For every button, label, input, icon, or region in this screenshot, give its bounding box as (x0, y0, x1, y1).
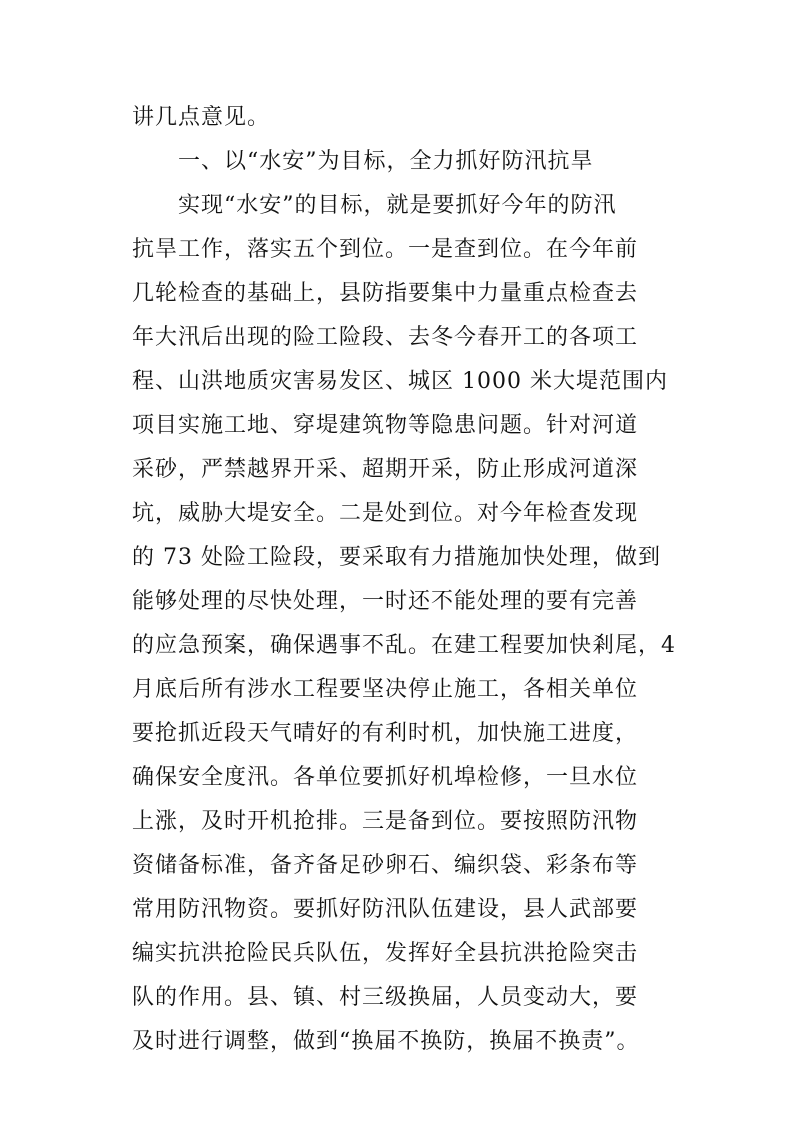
text-line: 的 73 处险工险段，要采取有力措施加快处理，做到 (132, 545, 661, 570)
text-line: 确保安全度汛。各单位要抓好机埠检修，一旦水位 (132, 765, 639, 790)
text-line: 能够处理的尽快处理，一时还不能处理的要有完善 (132, 589, 639, 614)
section-heading: 一、以“水安”为目标，全力抓好防汛抗旱 (178, 149, 594, 174)
text-line: 程、山洪地质灾害易发区、城区 1000 米大堤范围内 (132, 369, 668, 394)
text-line: 月底后所有涉水工程要坚决停止施工，各相关单位 (132, 677, 639, 702)
text-line: 队的作用。县、镇、村三级换届，人员变动大，要 (132, 985, 639, 1010)
text-line: 的应急预案，确保遇事不乱。在建工程要加快剎尾，4 (132, 633, 676, 658)
text-line: 几轮检查的基础上，县防指要集中力量重点检查去 (132, 281, 639, 306)
text-line: 坑，威胁大堤安全。二是处到位。对今年检查发现 (132, 501, 639, 526)
text-line: 要抢抓近段天气晴好的有利时机，加快施工进度， (132, 721, 639, 746)
text-line: 项目实施工地、穿堤建筑物等隐患问题。针对河道 (132, 413, 639, 438)
text-line: 抗旱工作，落实五个到位。一是查到位。在今年前 (132, 237, 639, 262)
text-line: 常用防汛物资。要抓好防汛队伍建设，县人武部要 (132, 897, 639, 922)
text-line: 年大汛后出现的险工险段、去冬今春开工的各项工 (132, 325, 639, 350)
paragraph-start-line: 实现“水安”的目标，就是要抓好今年的防汛 (178, 193, 617, 218)
body-text (132, 96, 692, 1064)
text-line: 编实抗洪抢险民兵队伍，发挥好全县抗洪抢险突击 (132, 941, 639, 966)
text-line: 上涨，及时开机抢排。三是备到位。要按照防汛物 (132, 809, 639, 834)
text-line: 及时进行调整，做到“换届不换防，换届不换责”。 (132, 1029, 640, 1054)
text-line: 资储备标准，备齐备足砂卵石、编织袋、彩条布等 (132, 853, 639, 878)
text-line: 讲几点意见。 (132, 105, 271, 130)
text-line: 采砂，严禁越界开采、超期开采，防止形成河道深 (132, 457, 639, 482)
